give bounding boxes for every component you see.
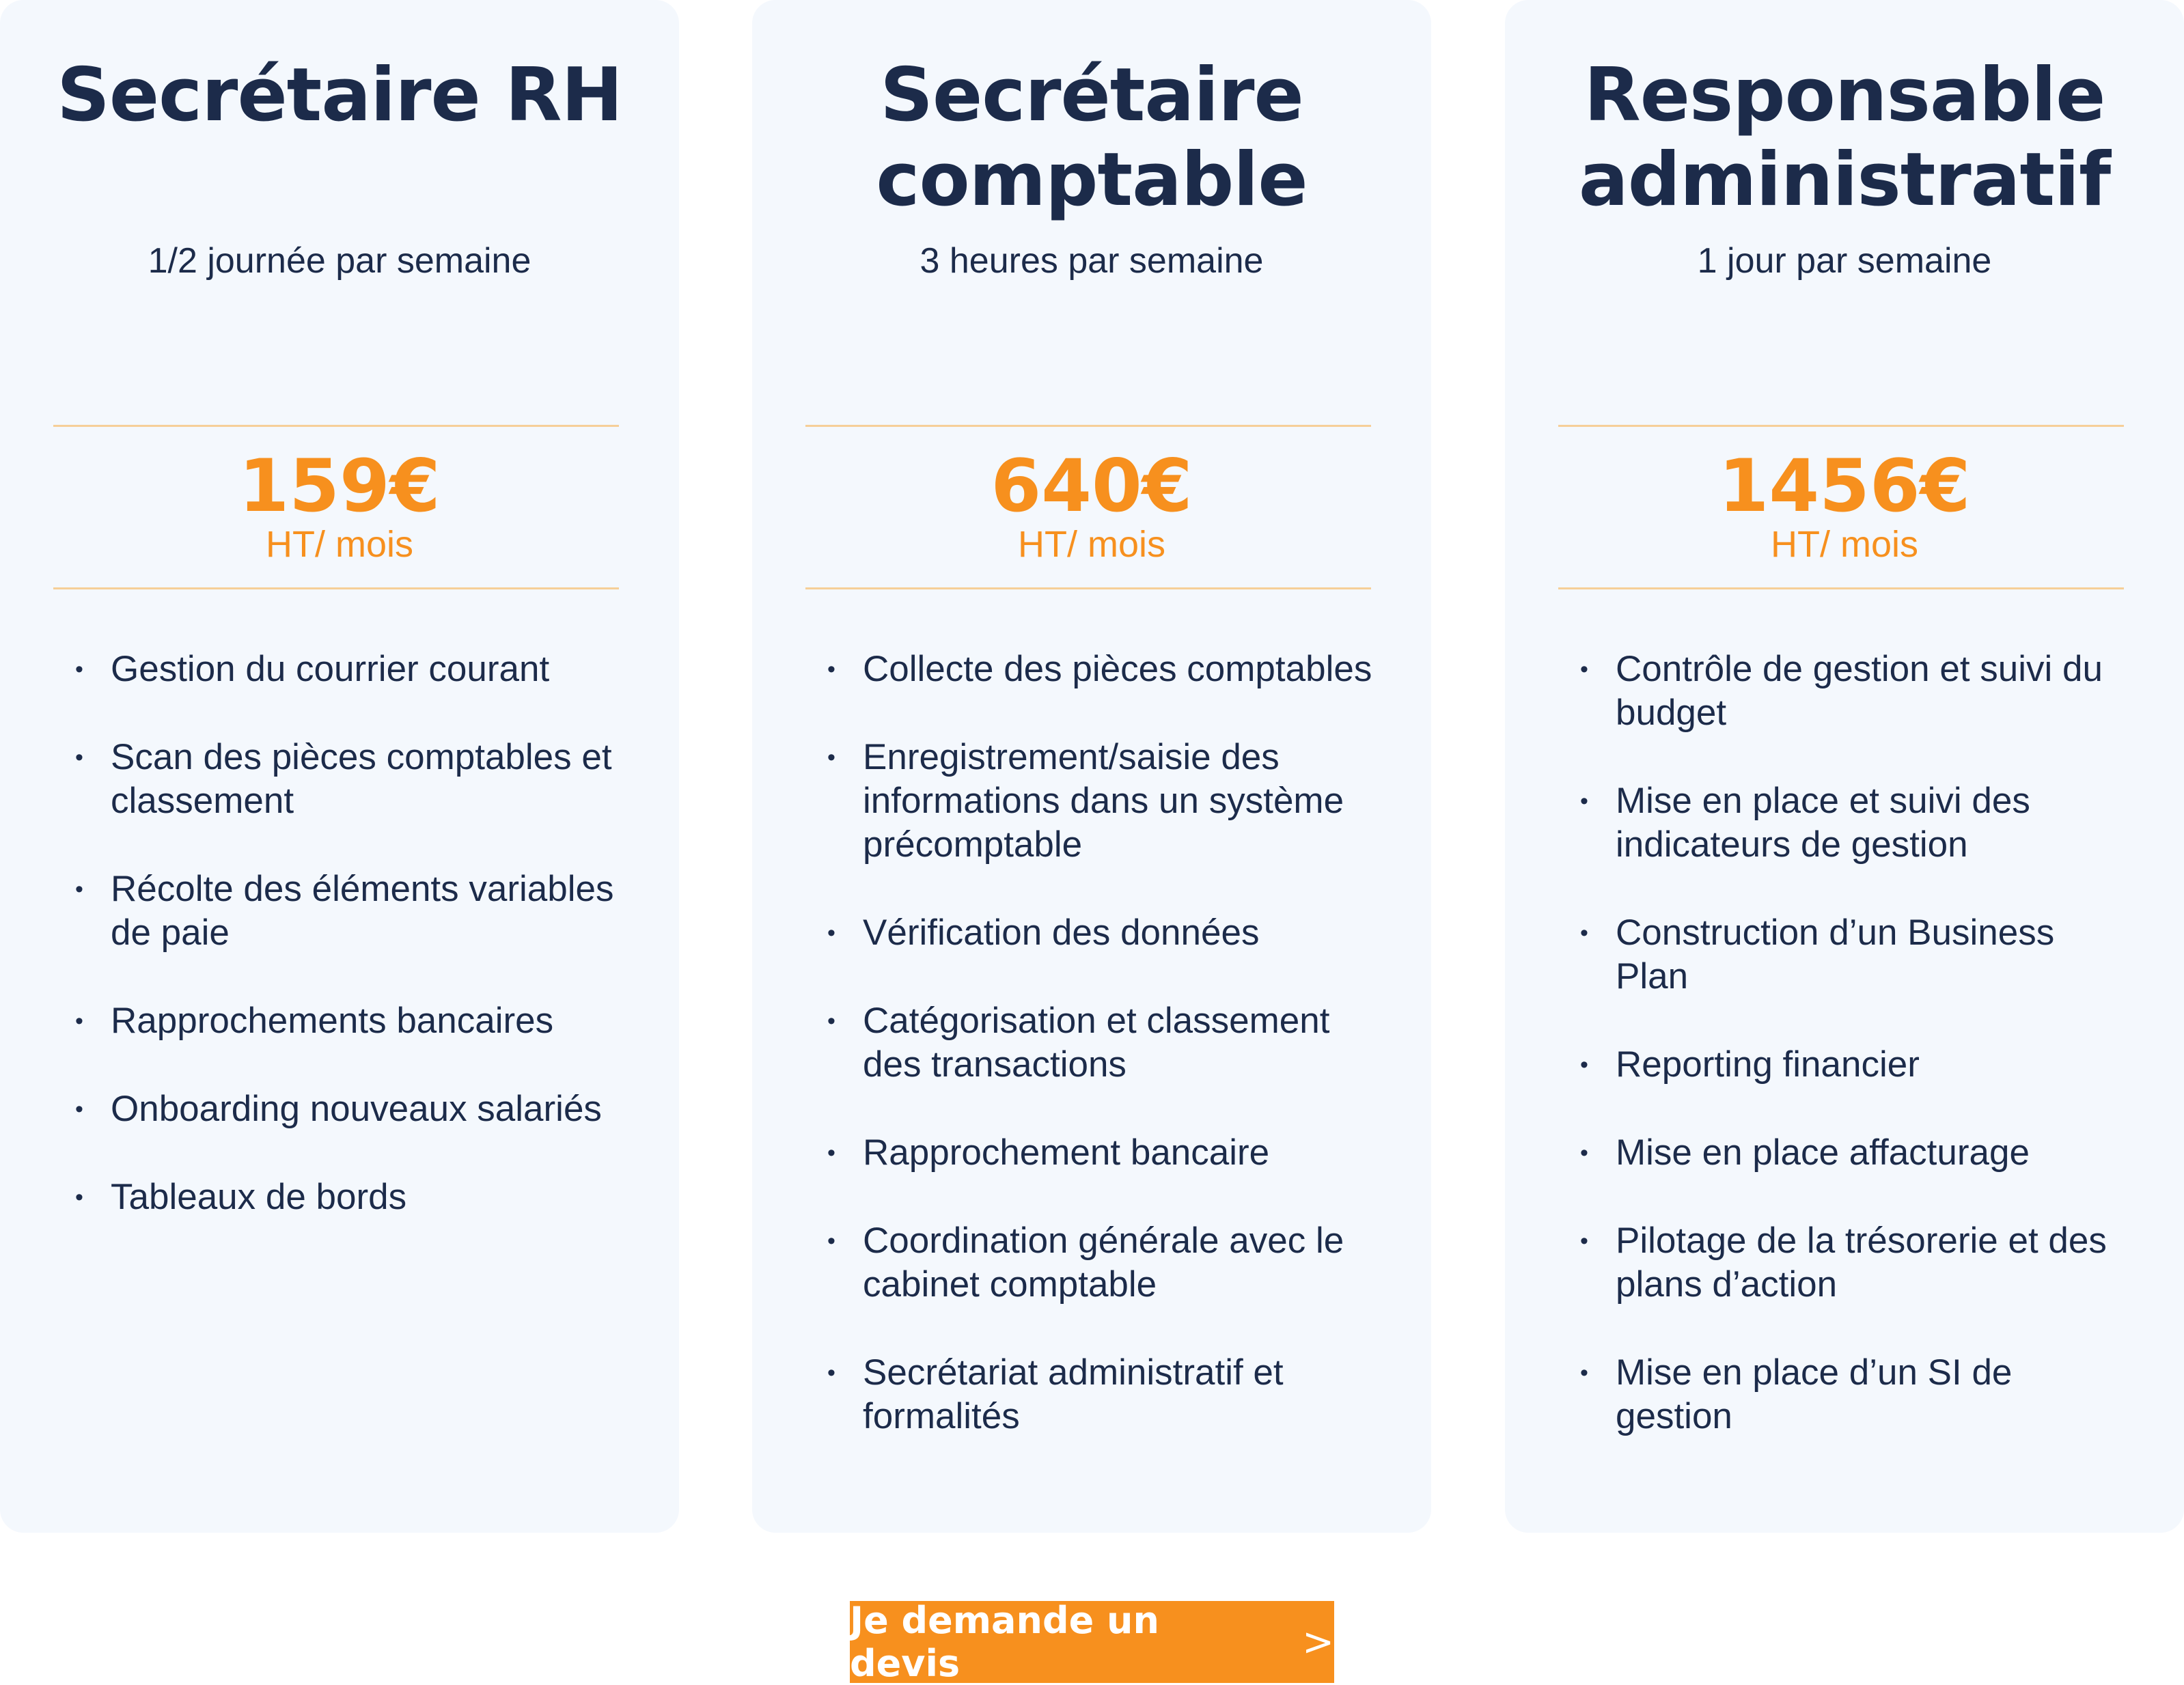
feature-item bbox=[1580, 1219, 2136, 1307]
bullet-icon: • bbox=[827, 744, 835, 770]
request-quote-button[interactable] bbox=[850, 1601, 1334, 1683]
feature-text: Contrôle de gestion et suivi du budget bbox=[1616, 649, 2103, 733]
bullet-icon: • bbox=[1580, 1228, 1588, 1254]
feature-item bbox=[827, 1131, 1383, 1175]
feature-item bbox=[1580, 1131, 2136, 1175]
divider bbox=[1558, 587, 2124, 589]
bullet-icon: • bbox=[1580, 1140, 1588, 1166]
plan-subtitle: 3 heures par semaine bbox=[920, 241, 1264, 281]
bullet-icon: • bbox=[1580, 656, 1588, 682]
plan-price: 640€ bbox=[991, 444, 1193, 528]
plan-card-secretaire-rh bbox=[0, 0, 679, 1533]
request-quote-label: Je demande un devis bbox=[850, 1599, 1159, 1685]
feature-item bbox=[1580, 1351, 2136, 1438]
feature-item bbox=[75, 1087, 631, 1131]
feature-text: Collecte des pièces comptables bbox=[863, 649, 1372, 689]
feature-text: Vérification des données bbox=[863, 913, 1260, 953]
feature-item bbox=[827, 1351, 1383, 1438]
feature-text: Scan des pièces comptables et classement bbox=[111, 737, 612, 821]
feature-text: Catégorisation et classement des transactions bbox=[863, 1001, 1330, 1085]
divider bbox=[805, 587, 1371, 589]
chevron-right-icon: > bbox=[1302, 1619, 1334, 1665]
feature-text: Reporting financier bbox=[1616, 1044, 1920, 1085]
plan-card-secretaire-comptable bbox=[752, 0, 1431, 1533]
bullet-icon: • bbox=[1580, 1052, 1588, 1078]
feature-text: Construction d’un Business Plan bbox=[1616, 913, 2055, 997]
feature-item bbox=[827, 647, 1383, 691]
plan-price: 1456€ bbox=[1718, 444, 1971, 528]
feature-item bbox=[1580, 1043, 2136, 1087]
plan-subtitle: 1 jour par semaine bbox=[1697, 241, 1992, 281]
bullet-icon: • bbox=[75, 876, 83, 902]
plan-subtitle: 1/2 journée par semaine bbox=[148, 241, 531, 281]
bullet-icon: • bbox=[1580, 788, 1588, 814]
bullet-icon: • bbox=[827, 1008, 835, 1034]
plan-title: Secrétaire comptable bbox=[876, 53, 1308, 223]
feature-item bbox=[827, 736, 1383, 867]
bullet-icon: • bbox=[827, 1228, 835, 1254]
plan-price-unit: HT/ mois bbox=[266, 524, 413, 565]
feature-item bbox=[827, 999, 1383, 1087]
divider bbox=[1558, 425, 2124, 427]
divider bbox=[53, 587, 619, 589]
feature-list bbox=[75, 647, 631, 1264]
bullet-icon: • bbox=[75, 656, 83, 682]
bullet-icon: • bbox=[827, 920, 835, 946]
bullet-icon: • bbox=[827, 1140, 835, 1166]
feature-text: Tableaux de bords bbox=[111, 1177, 407, 1217]
bullet-icon: • bbox=[1580, 1360, 1588, 1386]
feature-text: Rapprochement bancaire bbox=[863, 1132, 1270, 1173]
feature-text: Onboarding nouveaux salariés bbox=[111, 1089, 602, 1129]
bullet-icon: • bbox=[75, 1008, 83, 1034]
feature-text: Récolte des éléments variables de paie bbox=[111, 869, 614, 953]
plan-title: Responsable administratif bbox=[1578, 53, 2111, 223]
feature-item bbox=[75, 1175, 631, 1219]
feature-item bbox=[75, 647, 631, 691]
plan-title: Secrétaire RH bbox=[57, 53, 622, 138]
bullet-icon: • bbox=[75, 1184, 83, 1210]
feature-list bbox=[827, 647, 1383, 1483]
feature-text: Mise en place d’un SI de gestion bbox=[1616, 1352, 2013, 1436]
feature-text: Secrétariat administratif et formalités bbox=[863, 1352, 1284, 1436]
bullet-icon: • bbox=[75, 1096, 83, 1122]
feature-item bbox=[75, 736, 631, 823]
bullet-icon: • bbox=[75, 744, 83, 770]
feature-item bbox=[1580, 647, 2136, 735]
feature-item bbox=[827, 911, 1383, 955]
plan-price-unit: HT/ mois bbox=[1771, 524, 1918, 565]
feature-text: Coordination générale avec le cabinet comptable bbox=[863, 1221, 1344, 1305]
feature-item bbox=[75, 867, 631, 955]
feature-text: Gestion du courrier courant bbox=[111, 649, 550, 689]
feature-text: Mise en place et suivi des indicateurs de gestion bbox=[1616, 781, 2030, 865]
feature-text: Enregistrement/saisie des informations dans un système précomptable bbox=[863, 737, 1344, 865]
divider bbox=[805, 425, 1371, 427]
bullet-icon: • bbox=[827, 656, 835, 682]
plan-price-unit: HT/ mois bbox=[1018, 524, 1165, 565]
feature-item bbox=[75, 999, 631, 1043]
plan-card-responsable-administratif bbox=[1505, 0, 2184, 1533]
feature-text: Pilotage de la trésorerie et des plans d’action bbox=[1616, 1221, 2107, 1305]
bullet-icon: • bbox=[827, 1360, 835, 1386]
feature-text: Mise en place affacturage bbox=[1616, 1132, 2030, 1173]
feature-item bbox=[1580, 911, 2136, 999]
divider bbox=[53, 425, 619, 427]
feature-list bbox=[1580, 647, 2136, 1483]
feature-item bbox=[827, 1219, 1383, 1307]
bullet-icon: • bbox=[1580, 920, 1588, 946]
plan-price: 159€ bbox=[238, 444, 441, 528]
feature-item bbox=[1580, 779, 2136, 867]
feature-text: Rapprochements bancaires bbox=[111, 1001, 554, 1041]
